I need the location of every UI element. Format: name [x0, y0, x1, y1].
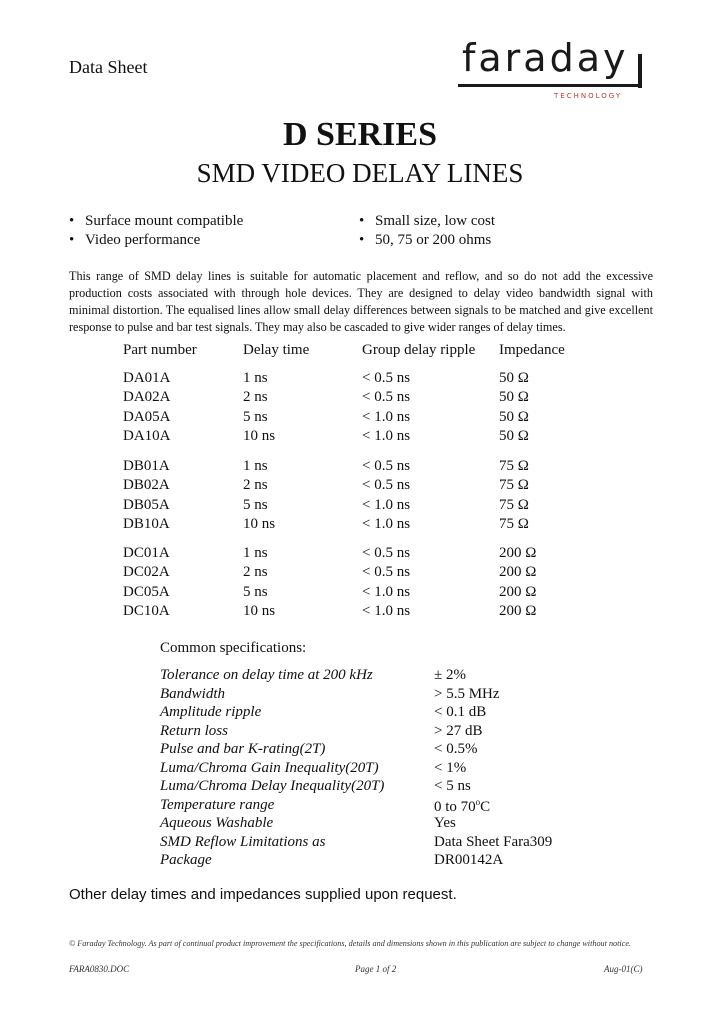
specs-heading: Common specifications: — [160, 640, 307, 656]
feature-text: Surface mount compatible — [85, 213, 244, 229]
cell-delay-time: 10 ns — [243, 515, 276, 532]
cell-delay-time: 5 ns — [243, 408, 268, 425]
spec-label: Pulse and bar K-rating(2T) — [160, 741, 326, 757]
feature-text: Video performance — [85, 232, 201, 248]
cell-part-number: DA01A — [123, 370, 171, 386]
logo-tagline: TECHNOLOGY — [554, 92, 623, 100]
cell-part-number: DC10A — [123, 602, 170, 619]
cell-part-number: DA02A — [123, 389, 171, 406]
spec-value: > 27 dB — [434, 722, 483, 739]
cell-delay-time: 2 ns — [243, 564, 268, 581]
cell-impedance: 50 Ω — [499, 408, 529, 425]
cell-impedance: 200 Ω — [499, 564, 537, 581]
cell-delay-time: 1 ns — [243, 458, 268, 474]
spec-label: Aqueous Washable — [160, 815, 274, 831]
cell-group-delay-ripple: < 1.0 ns — [362, 408, 411, 425]
cell-group-delay-ripple: < 0.5 ns — [362, 545, 411, 561]
logo-underline — [458, 84, 642, 87]
spec-label: Return loss — [160, 722, 228, 739]
spec-label: Luma/Chroma Gain Inequality(20T) — [160, 759, 379, 776]
bullet-dot-icon: • — [69, 232, 75, 248]
footer-date: Aug-01(C) — [604, 964, 643, 974]
cell-part-number: DC02A — [123, 564, 170, 581]
cell-impedance: 75 Ω — [499, 458, 529, 474]
cell-impedance: 50 Ω — [499, 370, 529, 386]
spec-value: 0 to 70$^o$C — [434, 796, 491, 815]
request-note: Other delay times and impedances supplied upon request. — [69, 886, 457, 903]
feature-bullet — [69, 232, 200, 249]
cell-part-number: DC01A — [123, 545, 170, 561]
bullet-dot-icon: • — [359, 232, 365, 248]
footer-doc-ref: FARA0830.DOC — [69, 964, 130, 974]
page-title: D SERIES — [282, 116, 437, 153]
spec-label: Tolerance on delay time at 200 kHz — [160, 667, 373, 683]
cell-delay-time: 2 ns — [243, 477, 268, 494]
doc-label: Data Sheet — [69, 57, 148, 77]
spec-label: Bandwidth — [160, 685, 226, 702]
spec-value: DR00142A — [434, 852, 504, 868]
spec-value: Yes — [434, 815, 456, 831]
cell-delay-time: 5 ns — [243, 496, 268, 513]
feature-bullet — [69, 213, 243, 230]
cell-delay-time: 10 ns — [243, 427, 276, 444]
feature-text: Small size, low cost — [375, 213, 495, 229]
cell-part-number: DA05A — [123, 408, 171, 425]
faraday-logo — [458, 36, 658, 100]
cell-impedance: 200 Ω — [499, 602, 537, 619]
logo-wordmark: faraday — [462, 36, 629, 80]
bullet-dot-icon: • — [69, 213, 75, 229]
cell-delay-time: 2 ns — [243, 389, 268, 406]
spec-label: Amplitude ripple — [160, 704, 262, 720]
cell-group-delay-ripple: < 1.0 ns — [362, 427, 411, 444]
spec-label: Luma/Chroma Delay Inequality(20T) — [160, 778, 385, 794]
cell-delay-time: 5 ns — [243, 583, 268, 600]
cell-impedance: 50 Ω — [499, 427, 529, 444]
col-header-delay-time: Delay time — [243, 342, 310, 358]
cell-group-delay-ripple: < 0.5 ns — [362, 477, 411, 494]
cell-delay-time: 1 ns — [243, 370, 268, 386]
col-header-part-number: Part number — [123, 342, 197, 358]
col-header-impedance: Impedance — [499, 342, 565, 358]
bullet-dot-icon: • — [359, 213, 365, 229]
cell-part-number: DC05A — [123, 583, 170, 600]
feature-text: 50, 75 or 200 ohms — [375, 232, 492, 248]
cell-part-number: DB05A — [123, 496, 170, 513]
cell-impedance: 75 Ω — [499, 515, 529, 532]
spec-value: < 0.1 dB — [434, 704, 487, 720]
spec-value: ± 2% — [434, 667, 466, 683]
footer-page-number: Page 1 of 2 — [355, 964, 397, 974]
spec-value: < 5 ns — [434, 778, 471, 794]
cell-group-delay-ripple: < 1.0 ns — [362, 583, 411, 600]
cell-impedance: 50 Ω — [499, 389, 529, 406]
cell-group-delay-ripple: < 0.5 ns — [362, 389, 411, 406]
cell-part-number: DB02A — [123, 477, 170, 494]
cell-delay-time: 1 ns — [243, 545, 268, 561]
logo-stroke — [638, 54, 642, 88]
cell-part-number: DA10A — [123, 427, 171, 444]
cell-group-delay-ripple: < 0.5 ns — [362, 564, 411, 581]
cell-group-delay-ripple: < 0.5 ns — [362, 370, 411, 386]
footer-disclaimer: © Faraday Technology. As part of continual product improvement the specifications, details and dimensions shown in this publication are subject to change without notice. — [69, 939, 632, 948]
page-subtitle: SMD VIDEO DELAY LINES — [196, 158, 524, 188]
cell-impedance: 75 Ω — [499, 477, 529, 494]
spec-label: Package — [160, 852, 212, 868]
cell-impedance: 200 Ω — [499, 583, 537, 600]
cell-part-number: DB10A — [123, 515, 170, 532]
col-header-group-delay-ripple: Group delay ripple — [362, 342, 476, 358]
spec-label: SMD Reflow Limitations as — [160, 833, 326, 850]
spec-value: Data Sheet Fara309 — [434, 833, 553, 850]
feature-bullet — [359, 232, 491, 249]
cell-group-delay-ripple: < 0.5 ns — [362, 458, 411, 474]
spec-label: Temperature range — [160, 796, 275, 813]
cell-impedance: 200 Ω — [499, 545, 537, 561]
cell-part-number: DB01A — [123, 458, 170, 474]
cell-delay-time: 10 ns — [243, 602, 276, 619]
cell-impedance: 75 Ω — [499, 496, 529, 513]
feature-bullet — [359, 213, 495, 230]
intro-paragraph: This range of SMD delay lines is suitable for automatic placement and reflow, and so do not add the excessive production costs associated with through hole devices. They are designed to delay video bandwidth signal with minimal distortion. The equalised lines allow small delay differences between signals to be matched and give excellent response to pulse and bar test signals. They may also be cascaded to give wider ranges of delay times. — [69, 269, 653, 334]
cell-group-delay-ripple: < 1.0 ns — [362, 515, 411, 532]
spec-value: < 0.5% — [434, 741, 478, 757]
spec-value: < 1% — [434, 759, 467, 776]
cell-group-delay-ripple: < 1.0 ns — [362, 496, 411, 513]
cell-group-delay-ripple: < 1.0 ns — [362, 602, 411, 619]
spec-value: > 5.5 MHz — [434, 685, 500, 702]
